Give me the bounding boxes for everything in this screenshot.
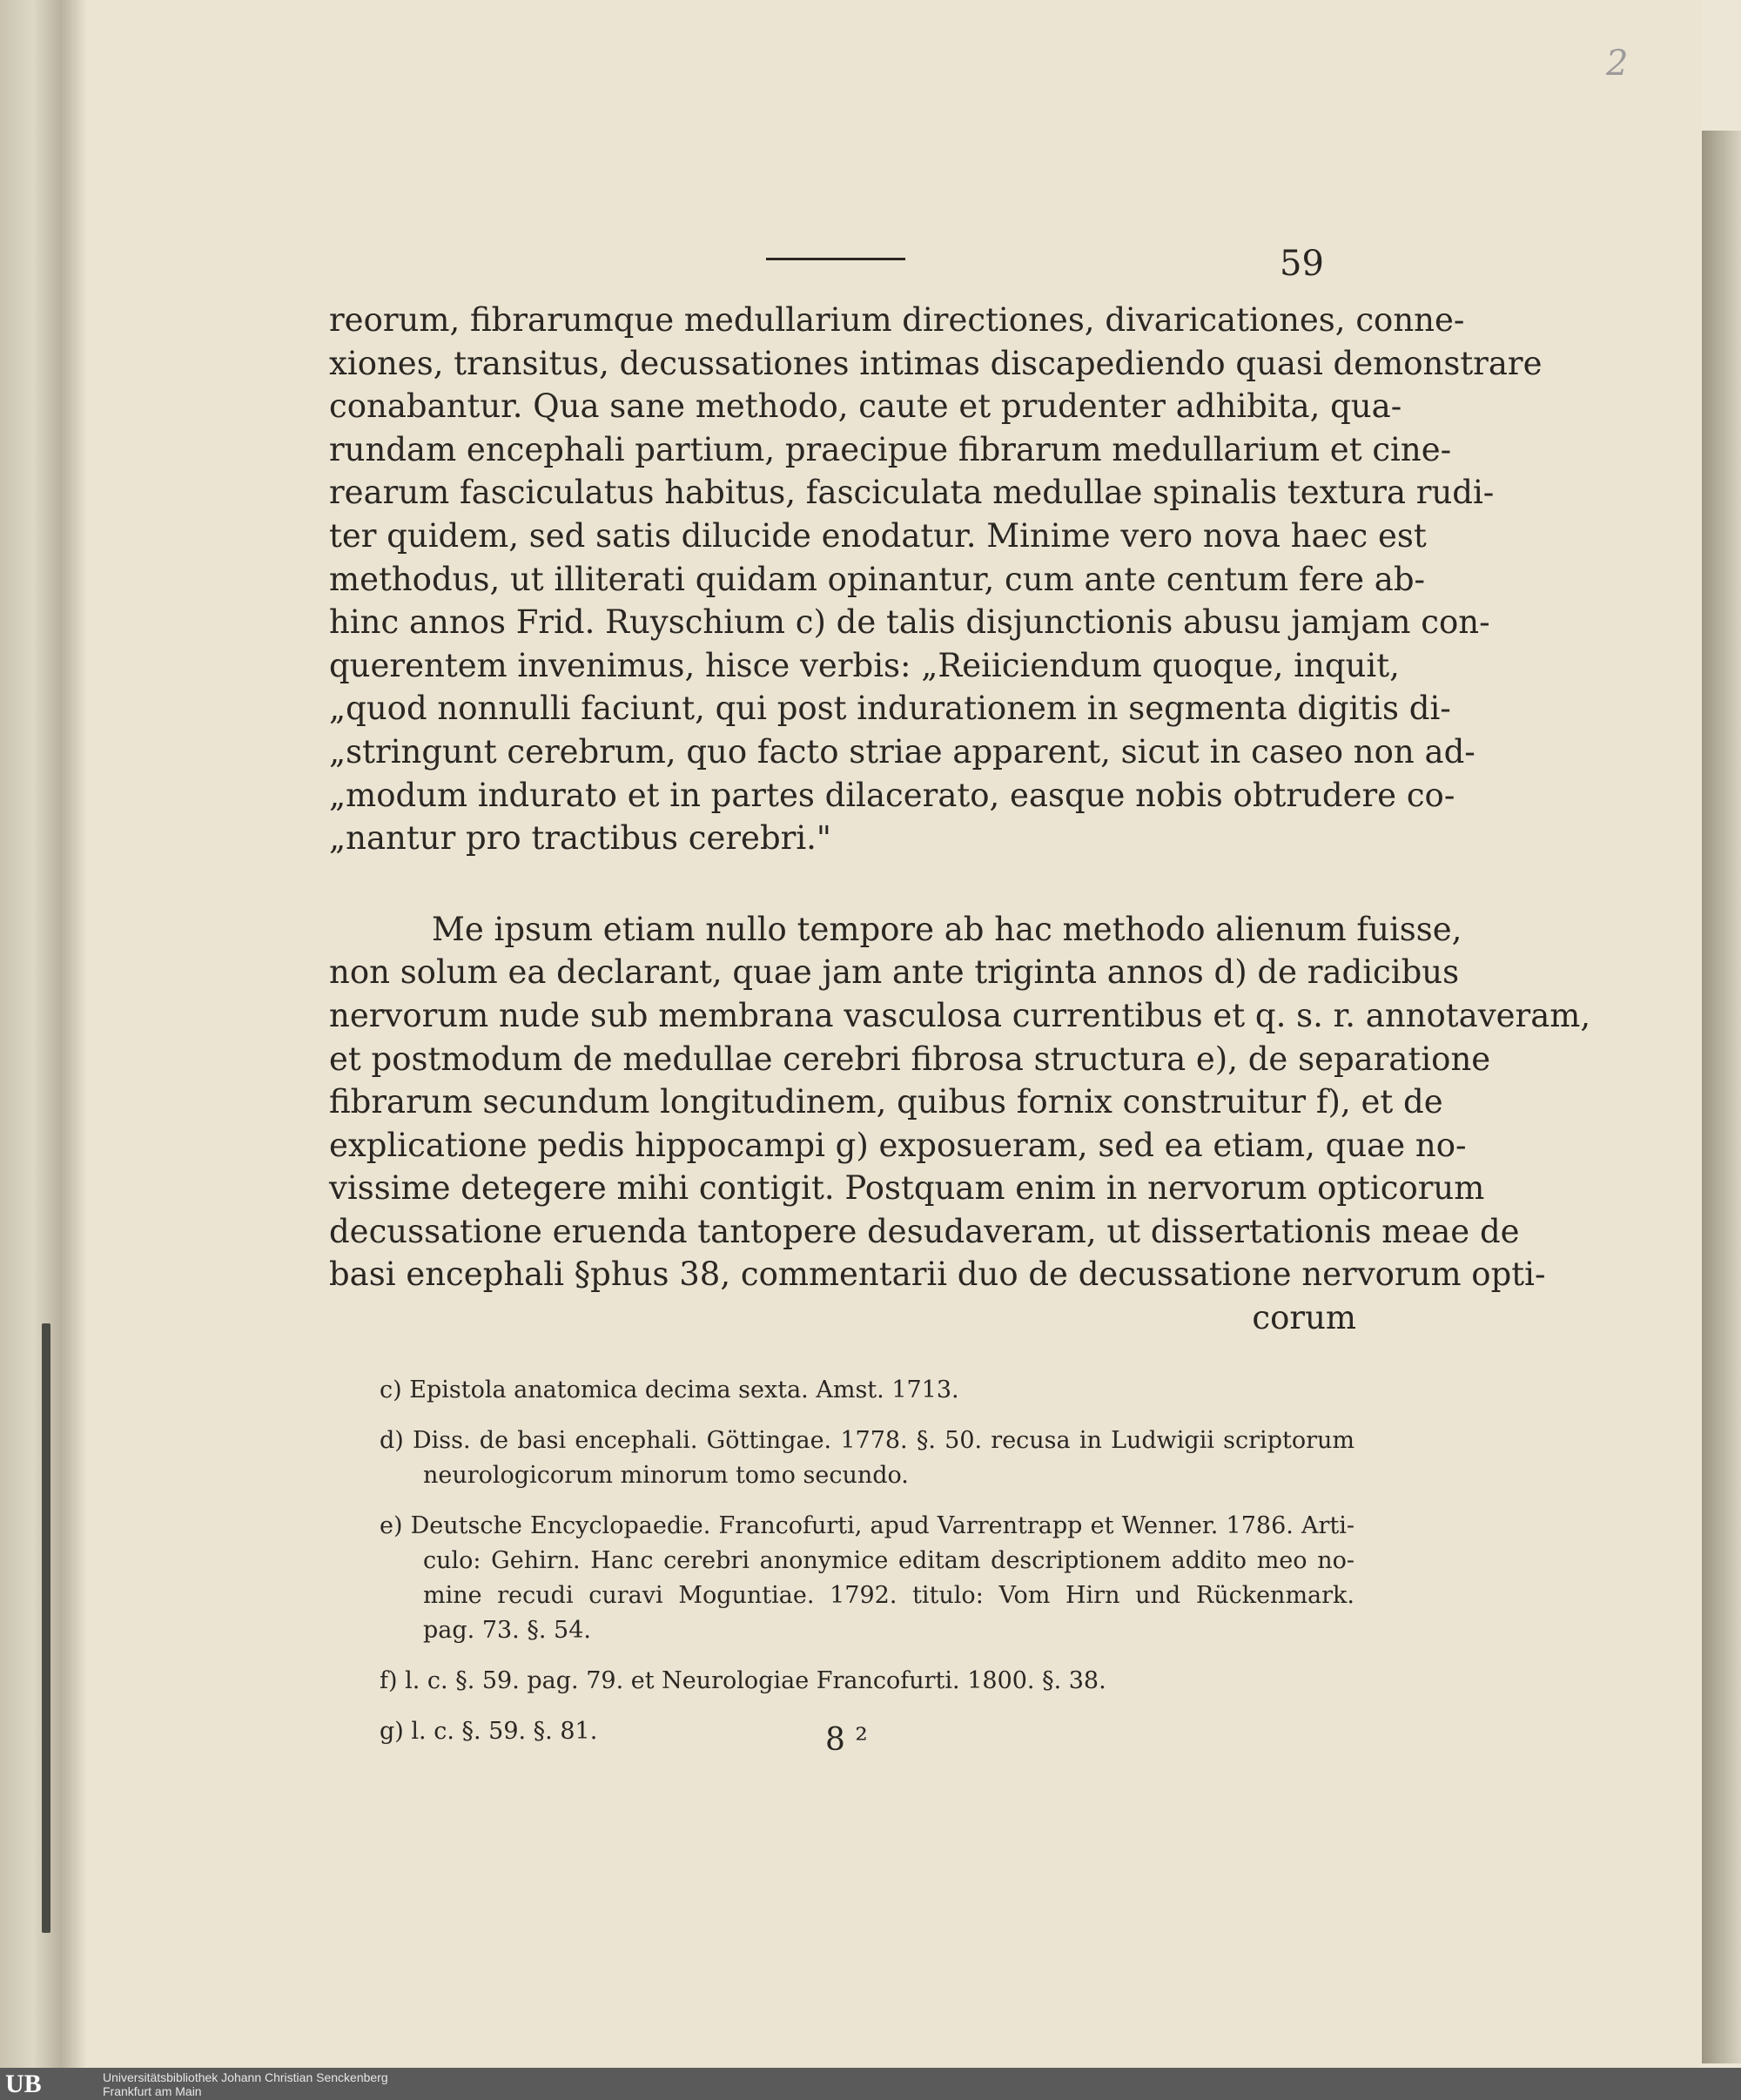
text-line: decussatione eruenda tantopere desudaveram, ut dissertationis meae de [329,1212,1520,1250]
text-line: conabantur. Qua sane methodo, caute et prudenter adhibita, qua- [329,387,1402,426]
paragraph-1 [329,299,1543,860]
footnote-line: pag. 73. §. 54. [423,1617,591,1644]
text-line: non solum ea declarant, quae jam ante triginta annos d) de radicibus [329,953,1460,992]
text-line: xiones, transitus, decussationes intimas discapediendo quasi demonstrare [329,344,1543,382]
footnote-line: neurologicorum minorum tomo secundo. [423,1462,909,1489]
institution-name [103,2070,388,2098]
text-line: reorum, fibrarumque medullarium directiones, divaricationes, conne- [329,301,1465,339]
footnote-line: mine recudi curavi Moguntiae. 1792. titulo: Vom Hirn und Rückenmark. [423,1582,1354,1609]
text-line: Me ipsum etiam nullo tempore ab hac methodo alienum fuisse, [432,910,1462,948]
text-line: vissime detegere mihi contigit. Postquam enim in nervorum opticorum [329,1169,1485,1208]
footnote-c [380,1373,1354,1408]
header-rule [766,258,905,260]
institution-line: Frankfurt am Main [103,2084,202,2098]
footnote-line: culo: Gehirn. Hanc cerebri anonymice editam descriptionem addito meo no- [423,1547,1354,1574]
text-line: fibrarum secundum longitudinem, quibus fornix construitur f), et de [329,1083,1443,1121]
footnote-line: f) l. c. §. 59. pag. 79. et Neurologiae Francofurti. 1800. §. 38. [380,1667,1106,1694]
footnote-line: c) Epistola anatomica decima sexta. Amst. 1713. [380,1376,959,1403]
text-line: „stringunt cerebrum, quo facto striae apparent, sicut in caseo non ad- [329,732,1475,771]
right-page-edge [1702,131,1741,2063]
footnotes [380,1373,1354,1765]
library-footer [0,2068,1741,2100]
catchword: corum [1252,1299,1356,1337]
page-number: 59 [1280,244,1324,284]
pencil-page-note: 2 [1606,44,1629,84]
text-line: „nantur pro tractibus cerebri." [329,819,831,858]
text-line: rundam encephali partium, praecipue fibrarum medullarium et cine- [329,430,1452,468]
gutter-shadow [61,0,87,2068]
signature-mark: 8 ² [825,1722,868,1758]
main-text [329,299,1591,1340]
footnote-e [380,1509,1354,1648]
text-line: querentem invenimus, hisce verbis: „Reiiciendum quoque, inquit, [329,646,1400,684]
text-line: rearum fasciculatus habitus, fasciculata medullae spinalis textura rudi- [329,474,1495,512]
text-line: explicatione pedis hippocampi g) exposueram, sed ea etiam, quae no- [329,1126,1467,1164]
footnote-line: e) Deutsche Encyclopaedie. Francofurti, apud Varrentrapp et Wenner. 1786. Arti- [380,1512,1354,1539]
text-line: et postmodum de medullae cerebri fibrosa structura e), de separatione [329,1040,1491,1078]
paragraph-2 [329,908,1591,1296]
text-line: ter quidem, sed satis dilucide enodatur. Minime vero nova haec est [329,516,1427,555]
institution-line: Universitätsbibliothek Johann Christian Senckenberg [103,2070,388,2084]
footnote-line: d) Diss. de basi encephali. Göttingae. 1778. §. 50. recusa in Ludwigii scriptorum [380,1427,1354,1454]
ub-logo: UB [5,2070,42,2098]
left-page-edge [0,0,61,2068]
footnote-line: g) l. c. §. 59. §. 81. [380,1718,598,1745]
text-line: „modum indurato et in partes dilacerato, easque nobis obtrudere co- [329,776,1455,814]
text-line: „quod nonnulli faciunt, qui post indurationem in segmenta digitis di- [329,690,1451,728]
footnote-d [380,1424,1354,1493]
footnote-f [380,1664,1354,1699]
text-line: basi encephali §phus 38, commentarii duo de decussatione nervorum opti- [329,1255,1546,1294]
text-line: nervorum nude sub membrana vasculosa currentibus et q. s. r. annotaveram, [329,996,1591,1034]
binding-edge [42,1323,50,1933]
text-line: hinc annos Frid. Ruyschium c) de talis disjunctionis abusu jamjam con- [329,603,1490,642]
text-line: methodus, ut illiterati quidam opinantur, cum ante centum fere ab- [329,560,1426,598]
